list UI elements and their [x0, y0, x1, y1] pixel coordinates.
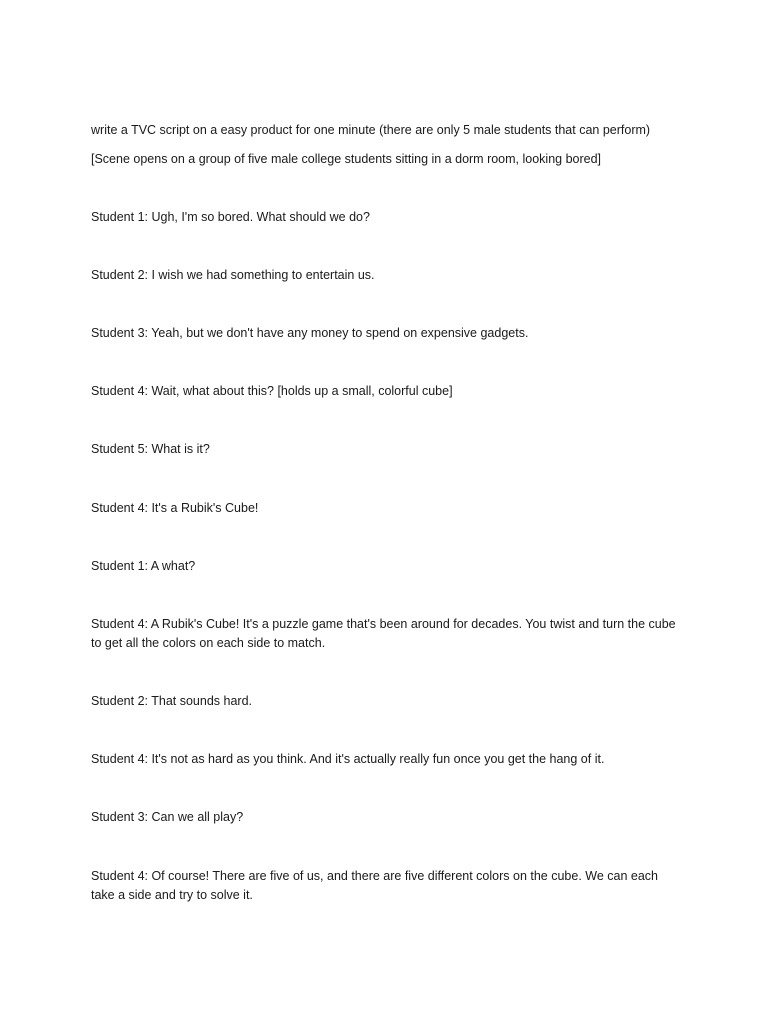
dialogue-line: Student 2: That sounds hard.	[91, 694, 252, 708]
dialogue-line: Student 4: It's a Rubik's Cube!	[91, 501, 259, 515]
dialogue-line: Student 4: Of course! There are five of us, and there are five different colors on the cube. We can each take a side and try to solve it.	[91, 869, 658, 902]
dialogue-line: Student 1: Ugh, I'm so bored. What should we do?	[91, 210, 370, 224]
dialogue-line: Student 4: It's not as hard as you think. And it's actually really fun once you get the hang of it.	[91, 752, 605, 766]
dialogue-line: Student 4: Wait, what about this? [holds up a small, colorful cube]	[91, 384, 453, 398]
dialogue-line: Student 3: Can we all play?	[91, 810, 244, 824]
prompt-text: write a TVC script on a easy product for one minute (there are only 5 male students that can perform)	[91, 123, 651, 137]
dialogue-line: Student 2: I wish we had something to entertain us.	[91, 268, 375, 282]
dialogue-line: Student 1: A what?	[91, 559, 196, 573]
dialogue-line: Student 3: Yeah, but we don't have any money to spend on expensive gadgets.	[91, 326, 529, 340]
dialogue-line: Student 5: What is it?	[91, 442, 210, 456]
scene-direction: [Scene opens on a group of five male college students sitting in a dorm room, looking bored]	[91, 152, 602, 166]
dialogue-line: Student 4: A Rubik's Cube! It's a puzzle game that's been around for decades. You twist and turn the cube to get all the colors on each side to match.	[91, 617, 676, 650]
